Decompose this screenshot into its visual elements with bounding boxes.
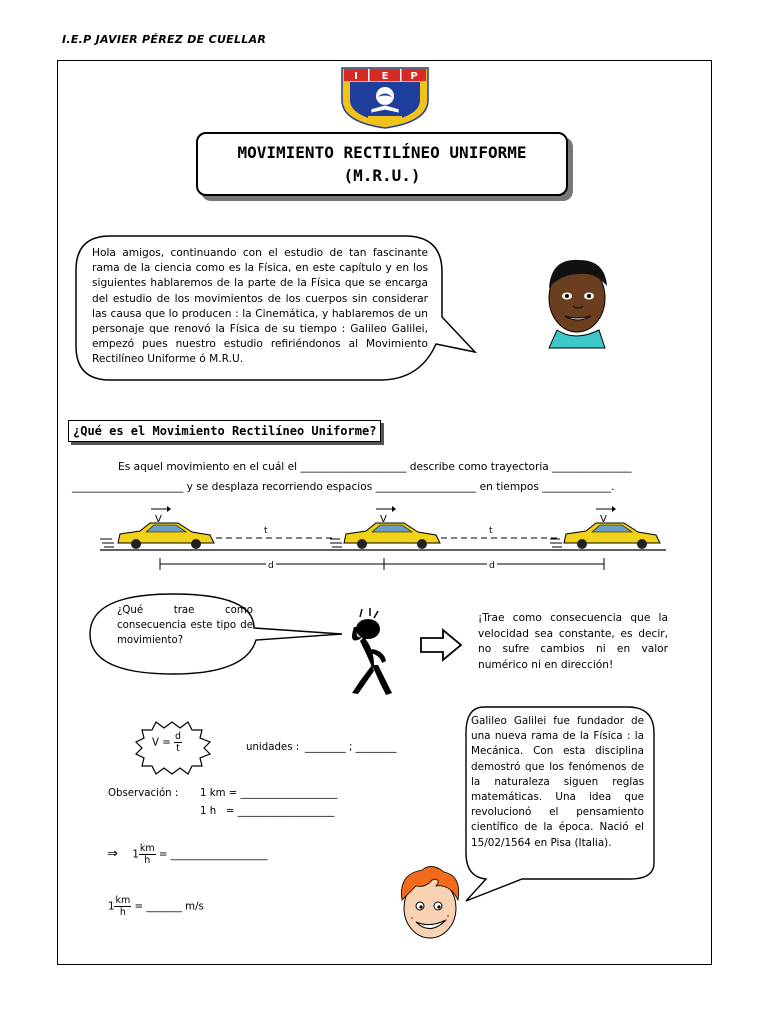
conversion-line-1: ⇒ 1 $\frac{km}{h}$ = ___________________ xyxy=(107,843,268,866)
title-box xyxy=(196,132,568,196)
logo-letter-p: P xyxy=(410,71,418,82)
conversion-line-2: 1 $\frac{km}{h}$ = _______ m/s xyxy=(108,895,204,918)
page-subtitle: (M.R.U.) xyxy=(343,166,421,185)
mru-diagram xyxy=(96,503,671,578)
units-blanks: ________ ; ________ xyxy=(305,742,397,753)
formula-fraction xyxy=(174,731,182,754)
definition-line-2: _____________________ y se desplaza recorriendo espacios ___________________ en tiempos _____________. xyxy=(72,481,615,493)
boy-face-icon xyxy=(535,250,615,350)
school-header: I.E.P JAVIER PÉREZ DE CUELLAR xyxy=(62,33,267,46)
formula-denominator: t xyxy=(176,743,180,754)
velocity-vector-2 xyxy=(376,506,396,525)
logo-letter-i: I xyxy=(354,71,358,82)
svg-text:V: V xyxy=(600,514,607,525)
car-3-icon xyxy=(550,523,660,549)
page-title: MOVIMIENTO RECTILÍNEO UNIFORME xyxy=(237,143,527,162)
intro-text: Hola amigos, continuando con el estudio de tan fascinante rama de la ciencia como es la Física, en este capítulo y en los siguientes hablaremos de la parte de la Física que se encarga del estudio de los movimientos de los cuerpos sin considerar las causa que lo producen : la Cinemática, y hablaremos de un personaje que renovó la Física de su tiempo : Galileo Galilei, empezó pues nuestro estudio refiriéndonos al Movimiento Rectilíneo Uniforme ó M.R.U. xyxy=(92,247,428,366)
formula-lhs: V = xyxy=(152,737,171,749)
section-question: ¿Qué es el Movimiento Rectilíneo Uniforme? xyxy=(68,420,381,442)
distance-label-2: d xyxy=(489,561,495,571)
velocity-vector-1 xyxy=(151,506,171,525)
redhead-boy-icon xyxy=(392,864,466,944)
school-logo xyxy=(338,64,432,130)
right-arrow-icon xyxy=(418,627,464,663)
velocity-vector-3 xyxy=(596,506,616,525)
distance-measure xyxy=(160,558,604,571)
svg-text:V: V xyxy=(380,514,387,525)
logo-letter-e: E xyxy=(381,71,389,82)
definition-line-1: Es aquel movimiento en el cuál el ____________________ describe como trayectoria _______________ xyxy=(118,461,632,473)
galileo-text: Galileo Galilei fue fundador de una nueva rama de la Física : la Mecánica. Con esta disciplina demostró que los fenómenos de la naturaleza siguen reglas matemáticas. Una idea que revolucionó el pensamiento científico de la época. Nació el 15/02/1564 en Pisa (Italia). xyxy=(471,715,644,849)
km-per-h-fraction: $\frac{km}{h}$ xyxy=(139,843,155,866)
formula xyxy=(152,731,182,754)
implies-arrow-icon: ⇒ xyxy=(107,846,118,862)
units-label: unidades : xyxy=(246,742,300,753)
time-label-1: t xyxy=(264,526,268,536)
formula-numerator: d xyxy=(175,731,182,742)
thinking-figure-icon xyxy=(338,605,400,699)
consequence-answer: ¡Trae como consecuencia que la velocidad sea constante, es decir, no sufre cambios ni en valor numérico ni en dirección! xyxy=(478,612,668,671)
consequence-question: ¿Qué trae como consecuencia este tipo de movimiento? xyxy=(117,605,253,646)
observation-h: 1 h = ___________________ xyxy=(200,806,335,817)
svg-text:V: V xyxy=(155,514,162,525)
observation-km: 1 km = ___________________ xyxy=(200,788,338,799)
time-label-2: t xyxy=(489,526,493,536)
car-2-icon xyxy=(330,523,440,549)
km-per-h-fraction-2: $\frac{km}{h}$ xyxy=(115,895,131,918)
observation-label: Observación : xyxy=(108,788,179,799)
car-1-icon xyxy=(100,523,214,549)
distance-label-1: d xyxy=(268,561,274,571)
